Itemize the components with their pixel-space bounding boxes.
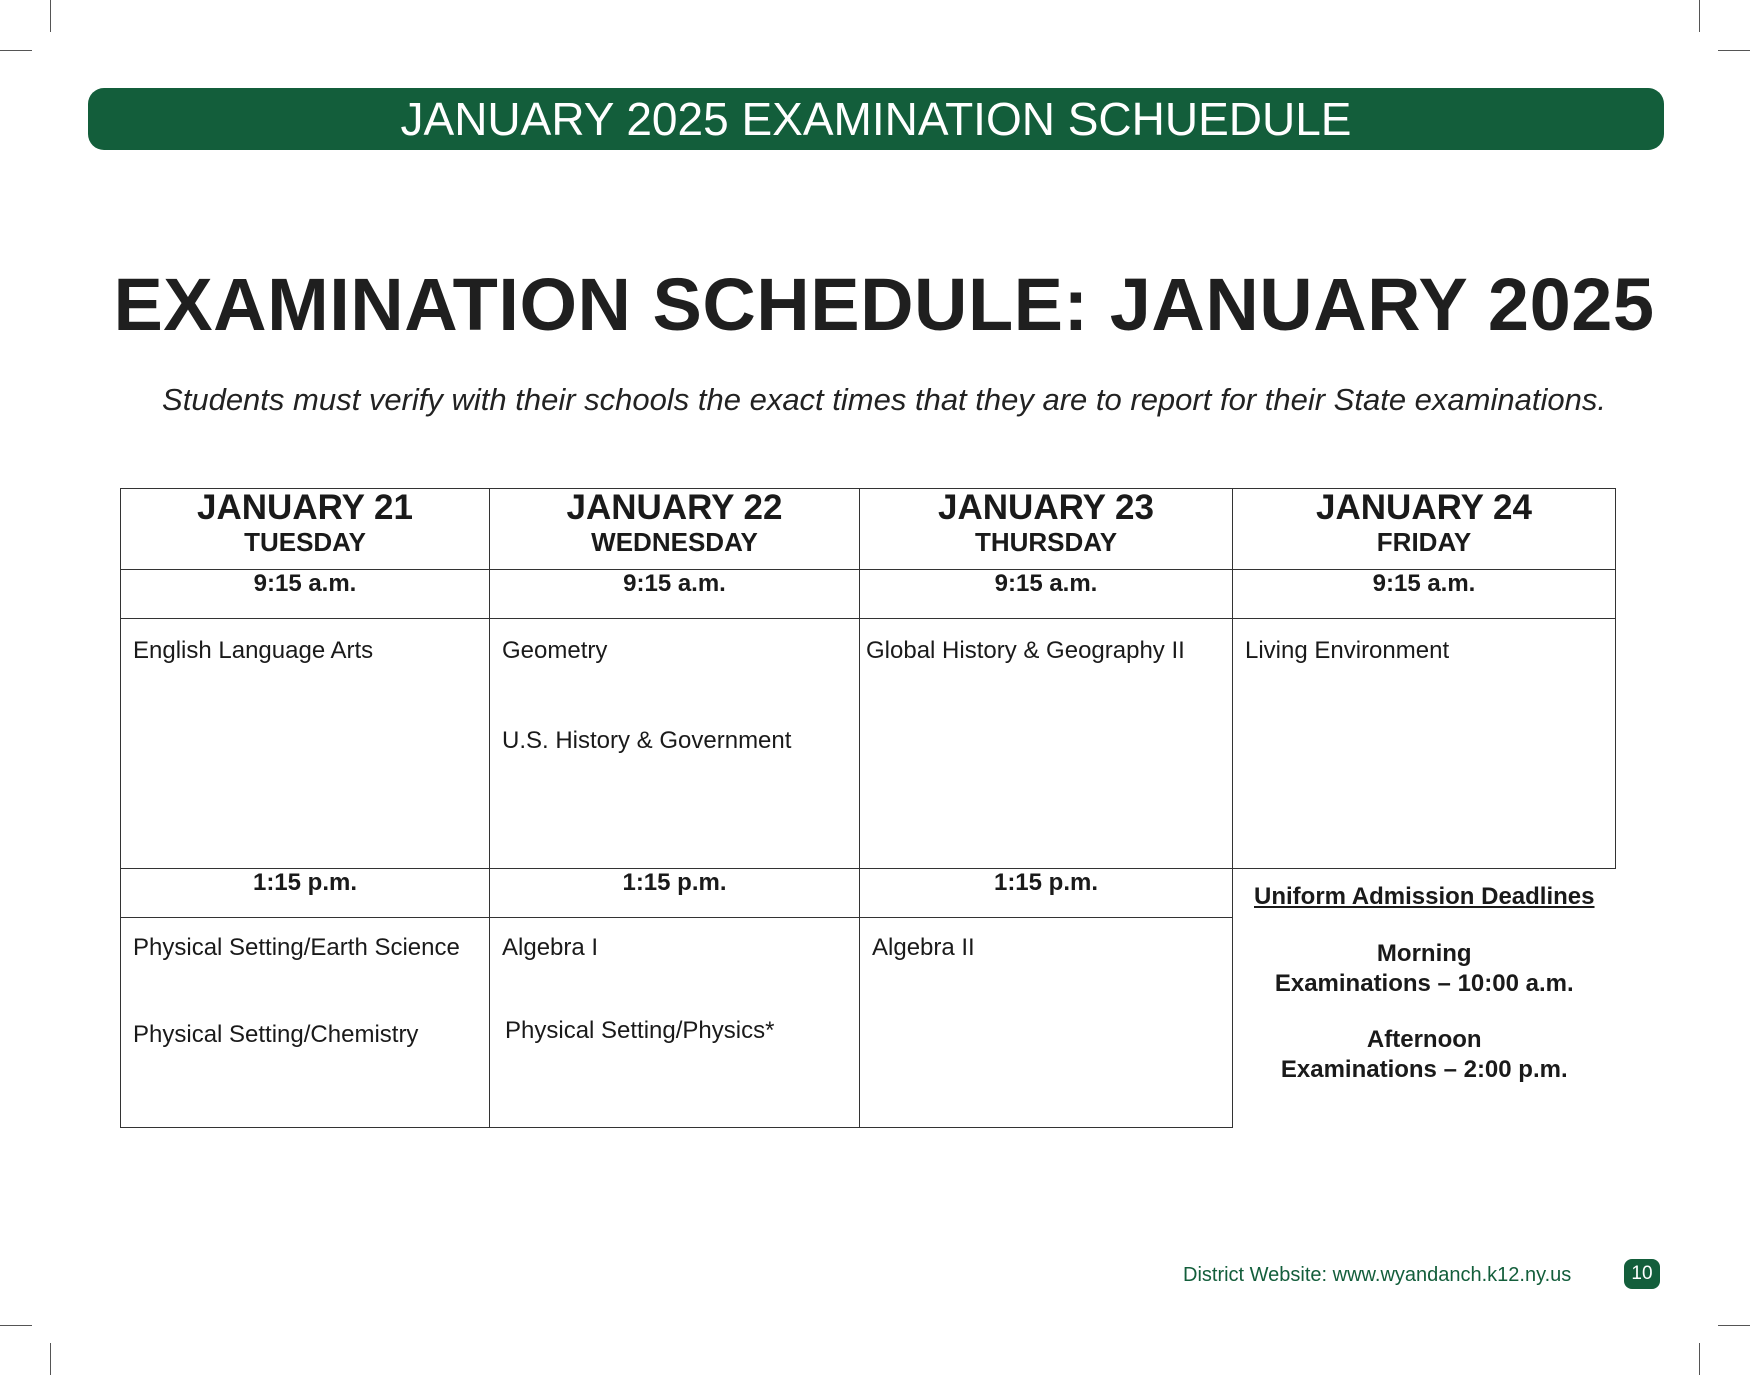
crop-mark	[0, 1325, 32, 1326]
day-weekday: THURSDAY	[974, 527, 1118, 557]
deadline-morning-time: Examinations – 10:00 a.m.	[1274, 970, 1574, 997]
exam-schedule-table	[120, 488, 1616, 1128]
afternoon-time: 1:15 p.m.	[490, 869, 860, 918]
page-title: EXAMINATION SCHEDULE: JANUARY 2025	[113, 263, 1655, 346]
district-website: District Website: www.wyandanch.k12.ny.us	[1183, 1264, 1572, 1286]
afternoon-exams-cell	[121, 918, 490, 1128]
morning-time: 9:15 a.m.	[860, 570, 1233, 619]
day-weekday: FRIDAY	[1376, 527, 1472, 557]
header-banner: JANUARY 2025 EXAMINATION SCHUEDULE	[88, 88, 1664, 150]
crop-mark	[50, 0, 51, 32]
day-date: JANUARY 24	[1316, 488, 1532, 527]
deadlines-title: Uniform Admission Deadlines	[1254, 883, 1595, 910]
deadline-morning-label: Morning	[1376, 940, 1472, 967]
deadline-afternoon-label: Afternoon	[1366, 1026, 1482, 1053]
exam-name: U.S. History & Government	[502, 727, 792, 754]
afternoon-time: 1:15 p.m.	[121, 869, 490, 918]
crop-mark	[1718, 1325, 1750, 1326]
table-row-morning-exams	[121, 619, 1616, 869]
day-date: JANUARY 22	[566, 488, 783, 527]
exam-name: Physical Setting/Earth Science	[133, 934, 460, 961]
exam-name: Living Environment	[1245, 637, 1450, 664]
exam-name: Physical Setting/Physics*	[505, 1017, 775, 1044]
day-header	[490, 489, 860, 570]
table-row-morning-time	[121, 570, 1616, 619]
exam-name: Physical Setting/Chemistry	[133, 1021, 419, 1048]
morning-time: 9:15 a.m.	[490, 570, 860, 619]
morning-exams-cell	[1233, 619, 1616, 869]
morning-time: 9:15 a.m.	[1233, 570, 1616, 619]
morning-exams-cell	[121, 619, 490, 869]
day-header	[860, 489, 1233, 570]
exam-name: Geometry	[502, 637, 608, 664]
page-number-badge: 10	[1624, 1259, 1660, 1289]
deadline-afternoon-time: Examinations – 2:00 p.m.	[1280, 1056, 1568, 1083]
exam-name: Algebra II	[872, 934, 975, 961]
exam-name: Global History & Geography II	[866, 637, 1185, 664]
day-date: JANUARY 23	[938, 488, 1154, 527]
exam-name: English Language Arts	[133, 637, 374, 664]
day-date: JANUARY 21	[197, 488, 413, 527]
day-weekday: WEDNESDAY	[591, 527, 758, 557]
crop-mark	[1718, 50, 1750, 51]
afternoon-exams-cell	[490, 918, 860, 1128]
afternoon-time: 1:15 p.m.	[860, 869, 1233, 918]
day-header	[1233, 489, 1616, 570]
crop-mark	[1699, 0, 1700, 32]
crop-mark	[50, 1343, 51, 1375]
exam-name: Algebra I	[502, 934, 599, 961]
table-row-dates	[121, 489, 1616, 570]
day-header	[121, 489, 490, 570]
afternoon-exams-cell	[860, 918, 1233, 1128]
crop-mark	[1699, 1343, 1700, 1375]
morning-exams-cell	[860, 619, 1233, 869]
page-subtitle: Students must verify with their schools the exact times that they are to report for their State examinations.	[162, 382, 1606, 417]
crop-mark	[0, 50, 32, 51]
morning-exams-cell	[490, 619, 860, 869]
table-row-afternoon-time	[121, 869, 1616, 918]
admission-deadlines	[1233, 869, 1616, 1128]
morning-time: 9:15 a.m.	[121, 570, 490, 619]
day-weekday: TUESDAY	[244, 527, 366, 557]
